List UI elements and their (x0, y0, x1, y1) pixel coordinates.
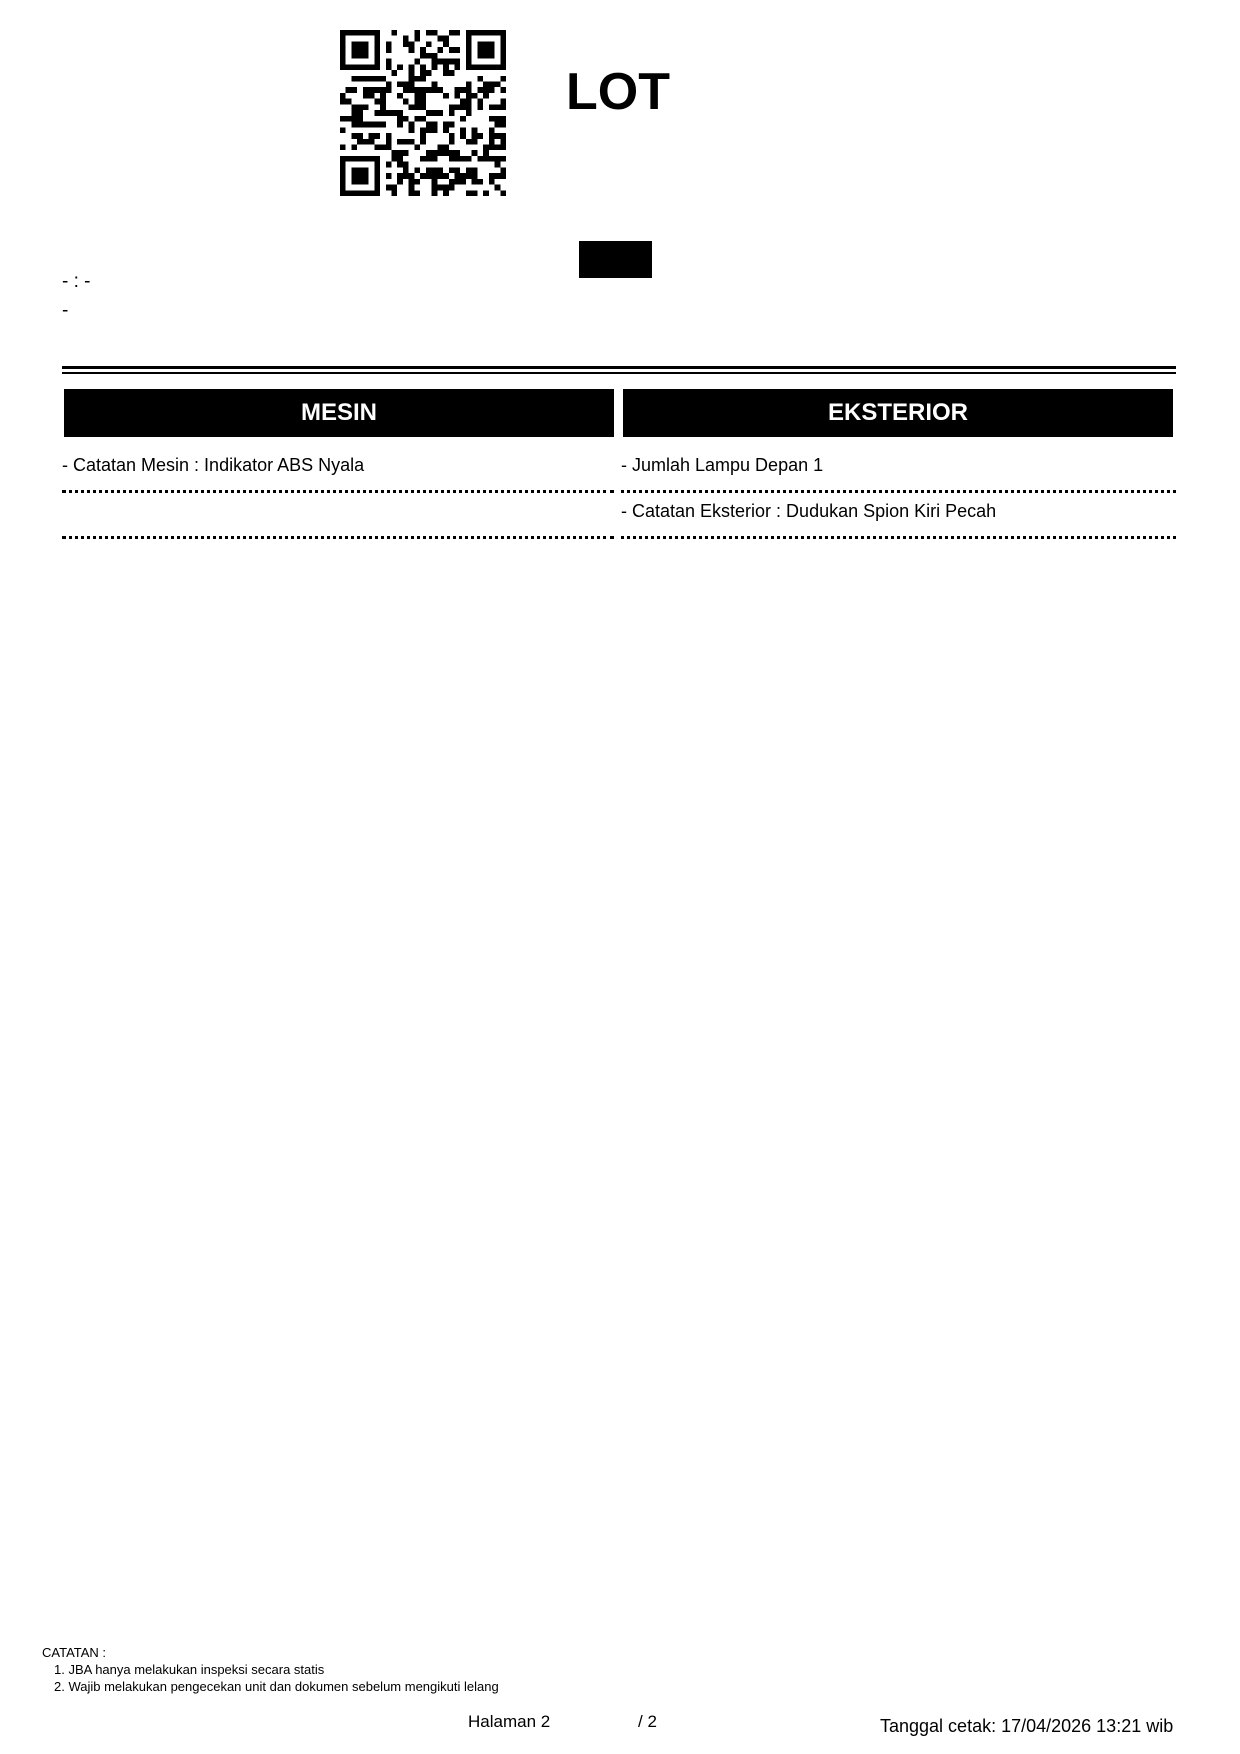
print-date: Tanggal cetak: 17/04/2026 13:21 wib (880, 1716, 1174, 1736)
meta-line-2: - (62, 300, 69, 321)
mesin-row: - Catatan Mesin : Indikator ABS Nyala (62, 455, 365, 475)
divider (62, 366, 1176, 369)
divider (62, 372, 1176, 374)
dotted-separator (621, 490, 1176, 493)
section-header-mesin: MESIN (64, 389, 614, 437)
meta-line-1: - : - (62, 271, 91, 292)
redacted-lot-number (579, 241, 652, 278)
eksterior-row: - Catatan Eksterior : Dudukan Spion Kiri Pecah (621, 501, 997, 521)
page-number: Halaman 2 (468, 1712, 551, 1731)
eksterior-row: - Jumlah Lampu Depan 1 (621, 455, 824, 475)
page-total: / 2 (638, 1712, 657, 1731)
dotted-separator (62, 536, 614, 539)
note-item: 2. Wajib melakukan pengecekan unit dan dokumen sebelum mengikuti lelang (54, 1679, 499, 1694)
dotted-separator (621, 536, 1176, 539)
lot-title: LOT (566, 63, 670, 121)
qr-code (340, 30, 506, 196)
dotted-separator (62, 490, 614, 493)
section-header-eksterior: EKSTERIOR (623, 389, 1173, 437)
note-item: 1. JBA hanya melakukan inspeksi secara statis (54, 1662, 325, 1677)
notes-heading: CATATAN : (42, 1645, 107, 1660)
